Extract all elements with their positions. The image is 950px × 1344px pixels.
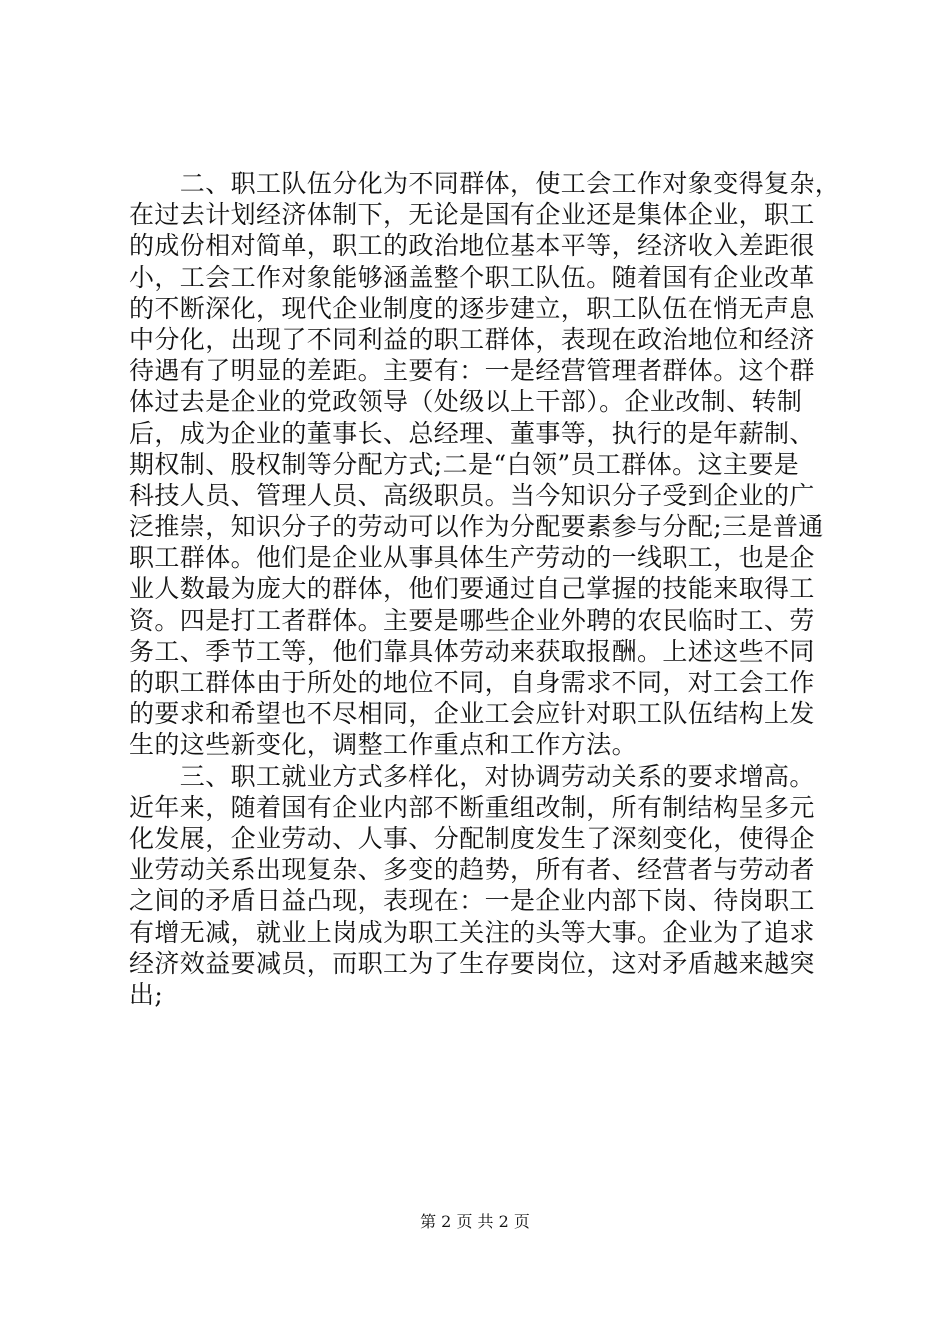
text-line: 后，成为企业的董事长、总经理、董事等，执行的是年薪制、 <box>129 418 815 448</box>
text-line: 务工、季节工等，他们靠具体劳动来获取报酬。上述这些不同 <box>129 636 815 666</box>
text-line: 中分化，出现了不同利益的职工群体，表现在政治地位和经济 <box>129 324 815 354</box>
text-line: 经济效益要减员，而职工为了生存要岗位，这对矛盾越来越突 <box>129 948 815 978</box>
text-line: 小，工会工作对象能够涵盖整个职工队伍。随着国有企业改革 <box>129 262 815 292</box>
text-line: 的成份相对简单，职工的政治地位基本平等，经济收入差距很 <box>129 231 815 261</box>
text-line: 生的这些新变化，调整工作重点和工作方法。 <box>129 730 638 760</box>
text-line: 体过去是企业的党政领导（处级以上干部）。企业改制、转制 <box>129 387 803 417</box>
text-line: 在过去计划经济体制下，无论是国有企业还是集体企业，职工 <box>129 200 815 230</box>
text-line: 的要求和希望也不尽相同，企业工会应针对职工队伍结构上发 <box>129 699 815 729</box>
text-line: 有增无减，就业上岗成为职工关注的头等大事。企业为了追求 <box>129 917 815 947</box>
text-line: 职工群体。他们是企业从事具体生产劳动的一线职工，也是企 <box>129 543 815 573</box>
text-line: 业劳动关系出现复杂、多变的趋势，所有者、经营者与劳动者 <box>129 855 815 885</box>
text-line: 之间的矛盾日益凸现，表现在：一是企业内部下岗、待岗职工 <box>129 886 815 916</box>
text-line: 出; <box>129 979 164 1009</box>
text-line: 二、职工队伍分化为不同群体，使工会工作对象变得复杂， <box>129 169 841 198</box>
text-line: 三、职工就业方式多样化，对协调劳动关系的要求增高。 <box>129 761 815 791</box>
page-number-footer: 第 2 页 共 2 页 <box>420 1212 530 1231</box>
text-line: 待遇有了明显的差距。主要有：一是经营管理者群体。这个群 <box>129 356 815 386</box>
text-line: 的不断深化，现代企业制度的逐步建立，职工队伍在悄无声息 <box>129 293 815 323</box>
body-text <box>129 168 841 1010</box>
text-line: 泛推崇，知识分子的劳动可以作为分配要素参与分配;三是普通 <box>129 512 824 542</box>
text-line: 业人数最为庞大的群体，他们要通过自己掌握的技能来取得工 <box>129 574 815 604</box>
text-line: 科技人员、管理人员、高级职员。当今知识分子受到企业的广 <box>129 480 815 510</box>
text-line: 近年来，随着国有企业内部不断重组改制，所有制结构呈多元 <box>129 792 815 822</box>
text-line: 化发展，企业劳动、人事、分配制度发生了深刻变化，使得企 <box>129 823 815 853</box>
text-line: 资。四是打工者群体。主要是哪些企业外聘的农民临时工、劳 <box>129 605 815 635</box>
text-line: 的职工群体由于所处的地位不同，自身需求不同，对工会工作 <box>129 668 815 697</box>
text-line: 期权制、股权制等分配方式;二是“白领”员工群体。这主要是 <box>129 449 800 479</box>
